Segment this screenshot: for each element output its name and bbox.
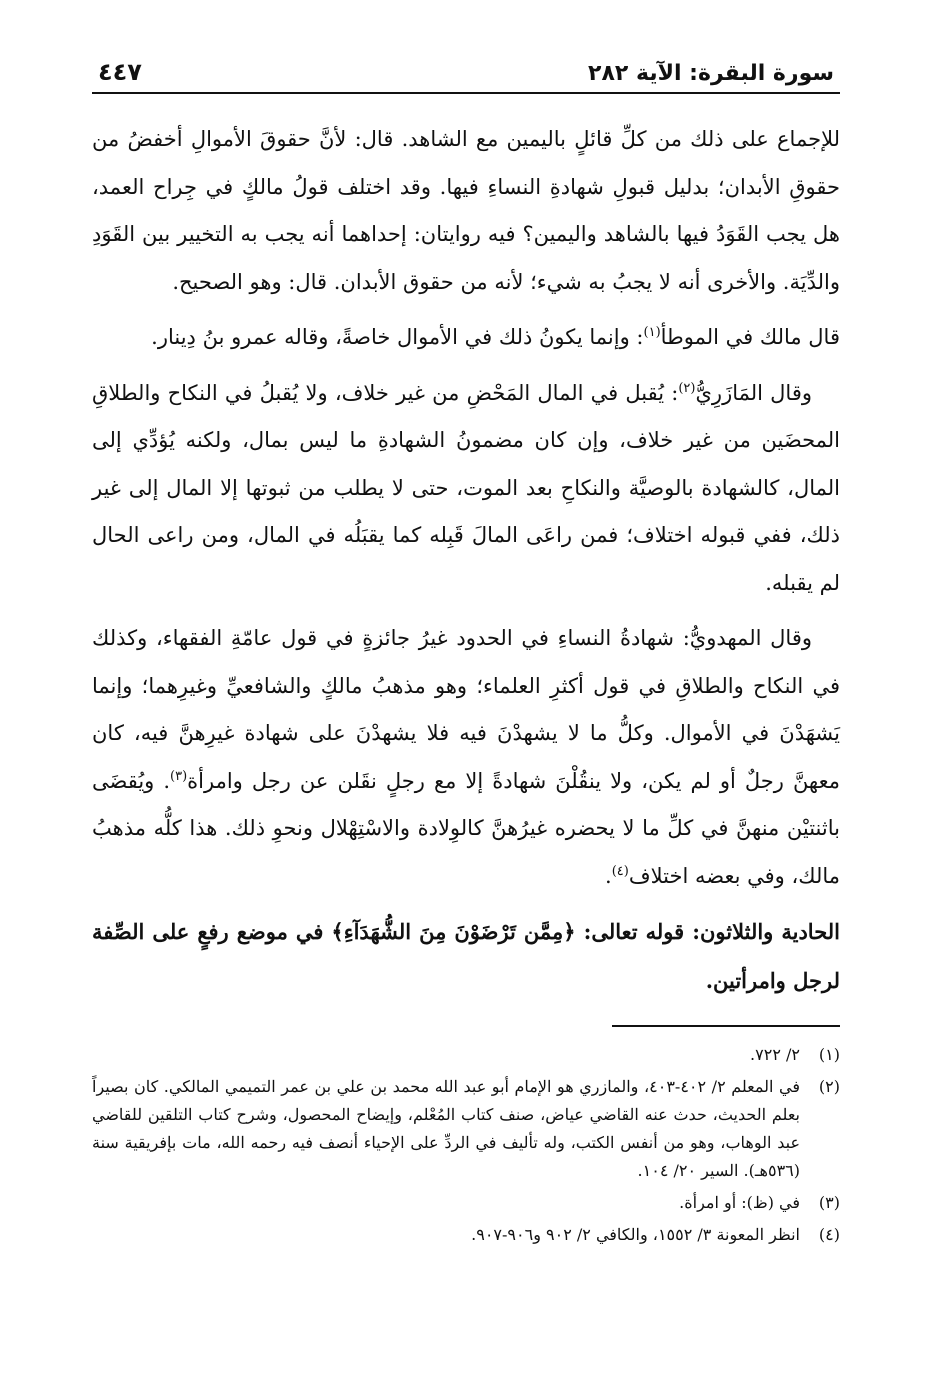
book-page [92,48,840,1253]
footnote-marker: (٣) [170,768,188,784]
paragraph-text: : يُقبل في المال المَحْضِ من غير خلاف، ولا يُقبلُ في النكاح والطلاقِ المحضَين من غير خلاف، وإن كان مضمونُ الشهادةِ ما ليس بمال، ولكنه يُؤدِّي إلى المال، كالشهادة بالوصيَّة والنكاحِ بعد الموت، حتى لا يطلب من ثبوتها إلا المال إلى غير ذلك، ففي قبوله اختلاف؛ فمن راعَى المالَ قَبِله كما يقبَلُه في المال، ومن راعى الحال لم يقبله. [92,380,840,595]
footnote-number: (٣) [818,1193,840,1212]
paragraph [92,314,840,362]
paragraph-text: : وإنما يكونُ ذلك في الأموال خاصةً، وقاله عمرو بنُ دِينار. [151,325,644,349]
paragraph-text: في موضع رفعٍ على الصِّفة لرجل وامرأتين. [92,919,840,993]
paragraph-text: . ويُقضَى باثنتيْن منهنَّ في كلِّ ما لا يحضره غيرُهنَّ كالوِلادة والاسْتِهْلال ونحوِ ذلك. هذا كلُّه مذهبُ مالك، وفي بعضه اختلاف [92,768,840,888]
body-text [92,116,840,1005]
footnote-text: في (ظ): أو امرأة. [679,1193,800,1212]
paragraph-text: للإجماع على ذلك من كلِّ قائلٍ باليمين مع الشاهد. قال: لأنَّ حقوقَ الأموالِ أخفضُ من حقوقِ الأبدان؛ بدليل قبولِ شهادةِ النساءِ فيها. وقد اختلف قولُ مالكٍ في جِراح العمد، هل يجب القَوَدُ فيها بالشاهد واليمين؟ فيه روايتان: إحداهما أنه يجب به التخيير بين القَوَدِ والدِّيَة. والأخرى أنه لا يجبُ به شيء؛ لأنه من حقوق الأبدان. قال: وهو الصحيح. [92,127,840,294]
footnote-marker: (٤) [611,863,629,879]
paragraph-text: وقال المَازَرِيُّ [695,380,812,405]
quran-verse: ﴿مِمَّن تَرْضَوْنَ مِنَ الشُّهَدَآءِ﴾ [331,919,576,944]
footnotes [92,1041,840,1249]
paragraph-text: وقال المهدويُّ: شهادةُ النساءِ في الحدود غيرُ جائزةٍ في قول عامّةِ الفقهاء، وكذلك في النكاح والطلاقِ في قول أكثرِ العلماء؛ وهو مذهبُ مالكٍ والشافعيِّ وغيرِهما؛ وإنما يَشهَدْنَ في الأموال. وكلُّ ما لا يشهدْنَ فيه فلا يشهدْنَ على شهادة غيرِهنَّ فيه، كان معهنَّ رجلٌ أو لم يكن، ولا ينقُلْنَ شهادةً إلا مع رجلٍ نقَلن عن رجل وامرأة [92,626,840,793]
footnote-number: (٤) [818,1225,840,1244]
running-title: سورة البقرة: الآية ٢٨٢ [588,61,834,86]
section-heading: الحادية والثلاثون: [692,919,840,944]
page-number: ٤٤٧ [98,58,142,86]
footnote [92,1073,840,1185]
paragraph-text: قال مالك في الموطأ [660,325,840,349]
paragraph-text: قوله تعالى: [575,919,693,944]
paragraph [92,370,840,608]
footnote-text: ٢/ ٧٢٢. [750,1045,800,1064]
footnote [92,1189,840,1217]
footnote-marker: (١) [643,325,661,340]
paragraph [92,908,840,1005]
footnote-text: في المعلم ٢/ ٤٠٢-٤٠٣، والمازري هو الإمام أبو عبد الله محمد بن علي بن عمر التميمي المالكي. كان بصيراً بعلم الحديث، حدث عنه القاضي عياض، صنف كتاب المُعْلم، وإيضاح المحصول، وشرح كتاب التلقين للقاضي عبد الوهاب، وهو من أنفس الكتب، وله تأليف في الردِّ على الإحياء أنصف فيه رحمه الله، مات بإفريقية سنة (٥٣٦هـ). السير ٢٠/ ١٠٤. [92,1077,800,1180]
paragraph [92,615,840,900]
running-head [92,48,840,94]
paragraph-text: . [605,863,612,888]
footnote [92,1041,840,1069]
footnote-number: (١) [818,1045,840,1064]
footnote [92,1221,840,1249]
paragraph [92,116,840,306]
footnote-divider [612,1025,840,1027]
footnote-number: (٢) [818,1077,840,1096]
footnote-marker: (٢) [678,380,696,396]
footnote-text: انظر المعونة ٣/ ١٥٥٢، والكافي ٢/ ٩٠٢ و٩٠٦-٩٠٧. [471,1225,800,1244]
